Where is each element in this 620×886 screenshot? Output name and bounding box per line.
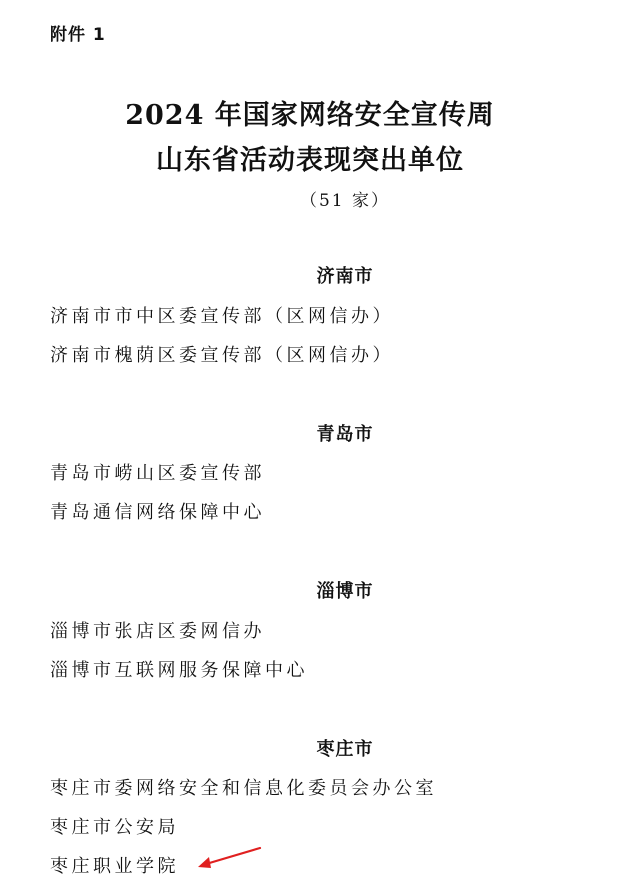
city-heading-zibo: 淄博市 xyxy=(316,581,374,602)
attachment-label: 附件 1 xyxy=(50,25,106,45)
unit-count: （51 家） xyxy=(299,191,391,211)
city-heading-jinan: 济南市 xyxy=(316,266,374,287)
unit-item: 济南市市中区委宣传部（区网信办） xyxy=(50,306,394,327)
unit-item: 枣庄市委网络安全和信息化委员会办公室 xyxy=(50,778,437,799)
document-title-line-2: 山东省活动表现突出单位 xyxy=(156,145,464,176)
unit-item: 枣庄职业学院 xyxy=(50,856,179,877)
unit-item: 枣庄市公安局 xyxy=(50,817,179,838)
unit-item: 淄博市张店区委网信办 xyxy=(50,621,265,642)
unit-item: 济南市槐荫区委宣传部（区网信办） xyxy=(50,345,394,366)
document-title-line-1: 2024 年国家网络安全宣传周 xyxy=(125,100,495,131)
red-arrow-icon xyxy=(196,846,262,870)
unit-item: 青岛市崂山区委宣传部 xyxy=(50,463,265,484)
unit-item: 青岛通信网络保障中心 xyxy=(50,502,265,523)
city-heading-qingdao: 青岛市 xyxy=(316,424,374,445)
city-heading-zaozhuang: 枣庄市 xyxy=(316,739,374,760)
unit-item: 淄博市互联网服务保障中心 xyxy=(50,660,308,681)
